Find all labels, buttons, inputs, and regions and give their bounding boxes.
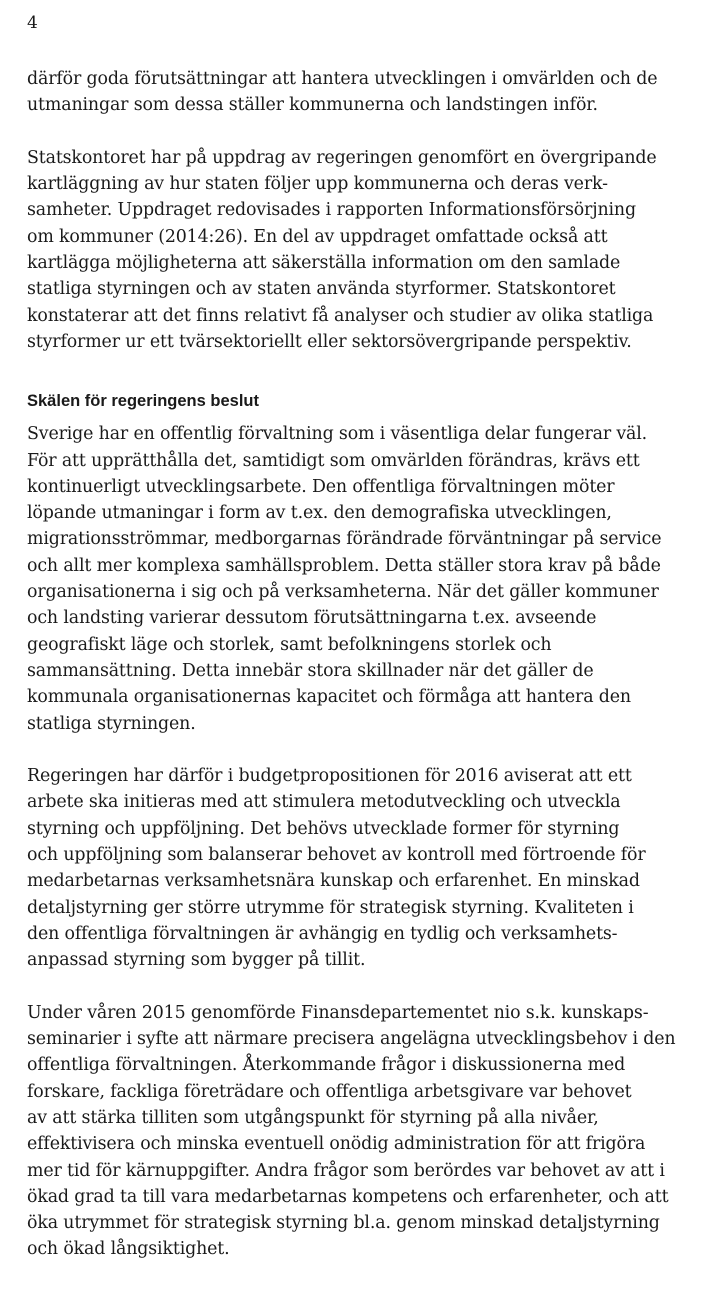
heading-gap — [27, 355, 707, 389]
paragraph-varen-2015: Under våren 2015 genomförde Finansdepartementet nio s.k. kunskaps- seminarier i syfte att närmare precisera angelägna utvecklingsbehov i den offentliga förvaltningen. Återkommande frågor i diskussionerna med forskare, fackliga företrädare och offentliga arbetsgivare var behovet av att stärka tilliten som utgångspunkt för styrning på alla nivåer, effektivisera och minska eventuell onödig administration för att frigöra mer tid för kärnuppgifter. Andra frågor som berördes var behovet av att i ökad grad ta till vara medarbetarnas kompetens och erfarenheter, och att öka utrymmet för strategisk styrning bl.a. genom minskad detaljstyrning och ökad långsiktighet. — [27, 1002, 676, 1260]
document-body — [27, 66, 707, 1263]
section-heading: Skälen för regeringens beslut — [27, 392, 259, 411]
paragraph-gap — [27, 119, 707, 145]
paragraph-sverige: Sverige har en offentlig förvaltning som i väsentliga delar fungerar väl. För att upprätthålla det, samtidigt som omvärlden förändras, krävs ett kontinuerligt utvecklingsarbete. Den offentliga förvaltningen möter löpande utmaningar i form av t.ex. den demografiska utvecklingen, migrationsströmmar, medborgarnas förändrade förväntningar på service och allt mer komplexa samhällsproblem. Detta ställer stora krav på både organisationerna i sig och på verksamheterna. När det gäller kommuner och landsting varierar dessutom förutsättningarna t.ex. avseende geografiskt läge och storlek, samt befolkningens storlek och sammansättning. Detta innebär stora skillnader när det gäller de kommunala organisationernas kapacitet och förmåga att hantera den statliga styrningen. — [27, 424, 662, 734]
paragraph-statskontoret: Statskontoret har på uppdrag av regeringen genomfört en övergripande kartläggning av hur staten följer upp kommunerna och deras verk- samheter. Uppdraget redovisades i rapporten Informationsförsörjning om kommuner (2014:26). En del av uppdraget omfattade också att kartlägga möjligheterna att säkerställa information om den samlade statliga styrningen och av staten använda styrformer. Statskontoret konstaterar att det finns relativt få analyser och studier av olika statliga styrformer ur ett tvärsektoriellt eller sektorsövergripande perspektiv. — [27, 147, 657, 352]
paragraph-gap — [27, 737, 707, 763]
paragraph-intro: därför goda förutsättningar att hantera utvecklingen i omvärlden och de utmaningar som dessa ställer kommunerna och landstingen inför. — [27, 69, 658, 116]
paragraph-gap — [27, 974, 707, 1000]
page-number: 4 — [27, 13, 38, 33]
paragraph-regeringen: Regeringen har därför i budgetpropositionen för 2016 aviserat att ett arbete ska initieras med att stimulera metodutveckling och utveckla styrning och uppföljning. Det behövs utvecklade former för styrning och uppföljning som balanserar behovet av kontroll med förtroende för medarbetarnas verksamhetsnära kunskap och erfarenhet. En minskad detaljstyrning ger större utrymme för strategisk styrning. Kvaliteten i den offentliga förvaltningen är avhängig en tydlig och verksamhets- anpassad styrning som bygger på tillit. — [27, 766, 646, 971]
